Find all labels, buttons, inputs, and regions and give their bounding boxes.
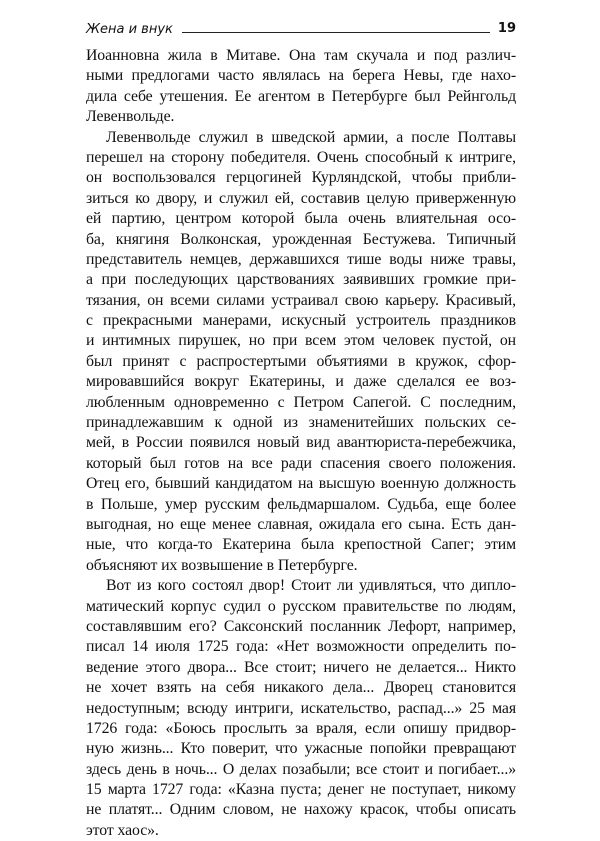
text-line: этот хаос». [86,821,159,839]
text-line: любленным одновременно с Петром Сапегой. С последним, [86,393,516,411]
text-line: ведение этого двора... Все стоит; ничего не делается... Никто [86,658,516,676]
text-line: недоступным; всюду интриги, искательство, распад...» 25 мая [86,699,516,717]
text-line: Вот из кого состоял двор! Стоит ли удивляться, что дипло- [106,577,516,595]
text-line: здесь день в ночь... О делах позабыли; все стоит и погибает...» [86,760,516,778]
text-line: ей партию, центром которой была очень влиятельная осо- [86,210,516,228]
text-line: и интимных пирушек, но при всем этом человек пустой, он [86,332,516,350]
text-line: Иоанновна жила в Митаве. Она там скучала и под различ- [86,47,516,64]
page-number: 19 [497,21,516,36]
text-line: Левенвольде служил в шведской армии, а после Полтавы [106,128,516,146]
text-line: ба, княгиня Волконская, урожденная Бестужева. Типичный [86,230,516,248]
text-line: Левенвольде. [86,108,175,126]
text-line: не платят... Одним словом, не нахожу красок, чтобы описать [86,801,516,819]
text-line: представитель немцев, державшихся тише воды ниже травы, [86,250,516,268]
text-line: ными предлогами часто являлась на берега Невы, где нахо- [86,67,516,85]
text-line: не хочет взять на себя никакого дела... Дворец становится [86,679,516,697]
text-line: он воспользовался герцогиней Курляндской, чтобы прибли- [86,169,516,187]
text-line: тязания, он всеми силами устраивал свою карьеру. Красивый, [86,291,516,309]
text-line: принадлежавшим к одной из знаменитейших польских се- [86,414,516,432]
text-line: который был готов на все ради спасения своего положения. [86,454,516,472]
text-line: 15 марта 1727 года: «Казна пуста; денег не поступает, никому [86,781,516,799]
text-line: Отец его, бывший кандидатом на высшую военную должность [86,475,516,493]
text-line: выгодная, но еще менее славная, ожидала его сына. Есть дан- [86,515,516,533]
text-line: зиться ко двору, и служил ей, составив целую приверженную [86,189,516,207]
running-title: Жена и внук [86,22,173,37]
text-line: мировавшийся вокруг Екатерины, и даже сделался ее воз- [86,373,516,391]
text-line: перешел на сторону победителя. Очень способный к интриге, [86,148,516,166]
text-line: с прекрасными манерами, искусный устроитель праздников [86,312,516,330]
text-line: составлявшим его? Саксонский посланник Лефорт, например, [86,617,516,635]
text-line: писал 14 июля 1725 года: «Нет возможности определить по- [86,638,516,656]
running-header [86,20,516,40]
text-line: мей, в России появился новый вид авантюриста-перебежчика, [86,434,516,452]
body-text [86,46,516,841]
header-rule [182,32,490,33]
text-line: ную жизнь... Кто поверит, что ужасные попойки превращают [86,740,516,758]
text-line: был принят с распростертыми объятиями в кружок, сфор- [86,352,516,370]
text-line: матический корпус судил о русском правительстве по людям, [86,597,516,615]
text-line: объясняют их возвышение в Петербурге. [86,556,358,574]
text-line: ные, что когда-то Екатерина была крепостной Сапег; этим [86,536,516,554]
text-line: в Польше, умер русским фельдмаршалом. Судьба, еще более [86,495,516,513]
text-line: 1726 года: «Боюсь прослыть за враля, если опишу придвор- [86,719,516,737]
text-line: дила себе утешения. Ее агентом в Петербурге был Рейнгольд [86,87,516,105]
text-line: а при последующих царствованиях заявивших громкие при- [86,271,516,289]
